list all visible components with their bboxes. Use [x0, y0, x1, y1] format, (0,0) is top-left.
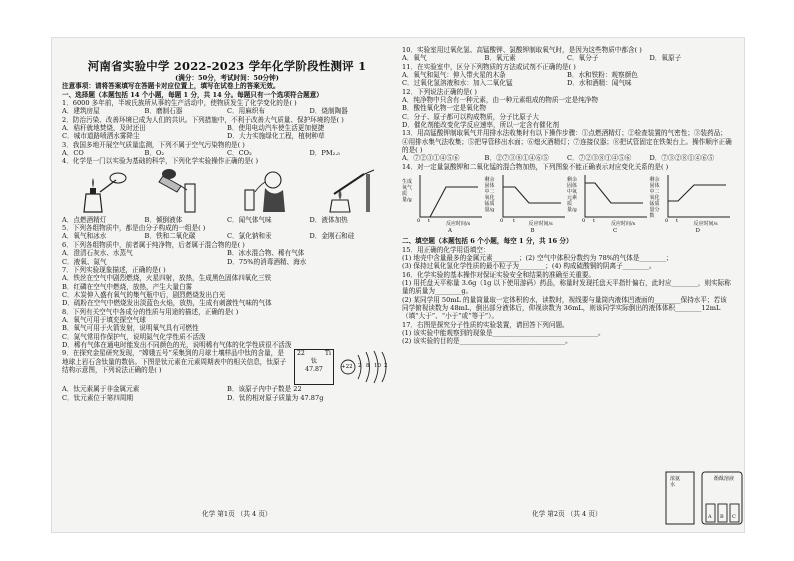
q7-option-a: A．铁丝在空气中剧烈燃烧，火星四射，放热，生成黑色固体四氧化三铁: [62, 274, 272, 283]
shell-4: 2: [384, 363, 388, 370]
q4-stem: 4．化学是一门以实验为基础的科学，下列化学实验操作正确的是( ): [62, 157, 259, 166]
q3-option-c: C．CO₂: [227, 149, 252, 158]
exam-sheet: [52, 38, 744, 532]
q2-option-d: D．大力实施绿化工程，植树种草: [227, 132, 325, 141]
svg-text:0: 0: [582, 218, 586, 224]
q13-option-d: D．⑦③②⑧①④⑥⑤: [649, 154, 715, 163]
q7-option-b: B．红磷在空气中燃烧，放热，产生大量白雾: [62, 282, 193, 291]
q3-stem: 3．我国多地开展空气质量监测，下列不属于空气污染物的是( ): [62, 140, 245, 149]
q6-option-b: B．冰水混合物、稀有气体: [227, 249, 305, 258]
titanium-element-card: [294, 349, 334, 385]
q1-option-c: C．用麻织布: [227, 107, 266, 116]
graph-a-xlabel: 反应时间/s: [446, 221, 471, 228]
q12-option-a: A．纯净物中只含有一种元素，由一种元素组成的物质一定是纯净物: [402, 96, 598, 105]
q2-stem: 2．防治污染、改善环境已成为人们的共识。下列措施中，不利于改善大气质量、保护环境的是( ): [62, 115, 344, 124]
svg-text:t: t: [675, 218, 678, 224]
beaker-a-label: A: [708, 514, 712, 520]
q11-options: [402, 71, 732, 88]
ammonia-label: 浓氨水: [670, 476, 681, 488]
shell-3: 10: [374, 363, 381, 370]
graph-a: [402, 173, 485, 235]
q4-figures: [62, 166, 392, 216]
q1-option-a: A．建筑房屋: [62, 107, 100, 116]
q16-stem: 16．化学实验的基本操作对保证实验安全和结果的准确至关重要。: [402, 270, 596, 279]
graph-a-caption: A: [448, 228, 452, 235]
q7-stem: 7．下列实验现象描述，正确的是( ): [62, 265, 166, 274]
q13-option-c: C．⑦②③⑧①④⑤⑥: [567, 154, 632, 163]
q6-option-d: D．75%的消毒酒精、海水: [227, 257, 307, 266]
q16-part-1: (1) 用托盘天平称量 3.6g（1g 以下使用游码）药品，称量时发现托盘天平指针偏右，此时应________，则实际称量的质量为________g。: [402, 278, 731, 296]
heating-liquid-figure: [310, 166, 393, 216]
graph-d-xlabel: 反应时间/s: [693, 221, 718, 228]
q9-option-c: C．钛元素位于第四周期: [62, 393, 133, 402]
graph-d-caption: D: [695, 228, 700, 235]
q3-option-a: A．CO: [62, 149, 84, 158]
q1-option-d: D．烧制陶器: [309, 107, 348, 116]
q1-option-b: B．磨制石器: [144, 107, 183, 116]
q11-option-b: B．水和铁粉：观察颜色: [567, 71, 638, 80]
q4-caption-b: B．倾倒液体: [144, 215, 183, 224]
q12-option-b: B．酸性氧化物一定是氧化物: [402, 104, 486, 113]
q15-line-2: (3) 保持过氧化氢化学性质的最小粒子为________；(4) 构成硫酸铜的阴离子________。: [402, 262, 656, 271]
q11-stem: 11．在实验室中，区分下列物质的方法或试剂不正确的是( ): [402, 62, 576, 71]
q9-option-d: D．钛的相对原子质量为 47.87g: [227, 393, 324, 402]
exam-subtitle: (满分：50分，考试时间：50分钟): [175, 74, 279, 82]
q14-stem: 14．对一定量氯酸钾和二氧化锰的混合物加热，下列图象不能正确表示对应变化关系的是( ): [402, 162, 669, 171]
q10-option-c: C．氧分子: [567, 54, 599, 63]
q8-stem: 8．下列有关空气中各成分的性质与用途的描述，正确的是( ): [62, 307, 239, 316]
beaker-b-label: B: [720, 514, 724, 520]
q1-stem: 1．6000 多年前，半坡氏族所从事的生产活动中，使物质发生了化学变化的是( ): [62, 99, 297, 108]
ti-atom-structure: [338, 349, 392, 385]
q16-part-2: (2) 某同学用 50mL 的量筒量取一定体积的水，读数时，视线要与量筒内液体凹液面的________保持水平；若该同学俯视读数为 48mL，倒出部分液体后，仰视读数为 36mL，则该同学实际倒出的液体体积________12mL（填“大于”、“小于”或“等于”）。: [402, 295, 727, 321]
q8-option-b: B．氧气可用于火箭发射，说明氧气具有可燃性: [62, 324, 199, 333]
q10-stem: 10．实验室用过氧化氢、高锰酸钾、氯酸钾制取氧气时，是因为这些物质中都含( ): [402, 46, 642, 54]
q3-option-d: D．PM₂.₅: [309, 149, 340, 158]
q9-options: [62, 385, 392, 402]
notice: 注意事项：请将答案填写在答题卡对应位置上，填写在试卷上的答案无效。: [62, 82, 280, 91]
q12-option-c: C．分子、原子都可以构成物质，分子比原子大: [402, 112, 539, 121]
graph-b-xlabel: 反应时间/s: [528, 221, 553, 228]
svg-text:t: t: [512, 218, 515, 224]
svg-text:0: 0: [417, 218, 421, 224]
q7-option-c: C．木炭伸入盛有氧气的集气瓶中后，剧烈燃烧发出白光: [62, 290, 226, 299]
q17-part-2: (2) 该实验的目的是________________________________。: [402, 337, 572, 346]
graph-c: [567, 173, 650, 235]
q11-option-a: A．氧气和氮气：伸入带火星的木条: [402, 71, 506, 80]
q6-stem: 6．下列各组物质中，前者属于纯净物，后者属于混合物的是( ): [62, 240, 245, 249]
q13-option-b: B．②⑦③⑧①④⑥⑤: [484, 154, 549, 163]
q1-options: [62, 107, 392, 115]
graph-c-ylabel: 剩余固体中氧元素质量/g: [567, 177, 578, 214]
page1-footer: 化学 第1页 （共 4 页）: [202, 510, 272, 518]
lighting-alcohol-lamp-figure: [62, 166, 145, 216]
svg-text:0: 0: [664, 218, 668, 224]
q11-option-c: C．过氧化氢溶液和水：加入二氧化锰: [402, 79, 513, 88]
q5-option-b: B．铁和二氧化碳: [144, 232, 196, 241]
left-column: [62, 46, 392, 402]
q5-option-a: A．氧气和冰水: [62, 232, 107, 241]
q13-stem: 13．用高锰酸钾制取氧气并用排水法收集时有以下操作步骤：①点燃酒精灯；②检查装置的气密性；③装药品；④用排水集气法收集；⑤把导管移出水面；⑥熄灭酒精灯；⑦连接仪器；⑧把试管固定在铁架台上。操作顺序正确的是( ): [402, 129, 732, 155]
graph-b-caption: B: [530, 228, 535, 235]
q4-caption-d: D．液体加热: [309, 215, 348, 224]
q8-option-c: C．氮气常用作保护气，说明氮气化学性质不活泼: [62, 332, 206, 341]
q5-stem: 5．下列各组物质中，都是由分子构成的一组是( ): [62, 224, 206, 233]
svg-text:0: 0: [499, 218, 503, 224]
q9-stem: 9．在探究金星研究发现，“嫦娥五号”采集到的月球土壤样品中钛的含量，是地球上岩石含钛量的数倍。下图是钛元素在元素周期表中的相关信息，钛原子结构示意图，下列说法正确的是( ): [62, 349, 287, 374]
smelling-gas-figure: [227, 166, 310, 216]
q12-option-d: D．催化剂能改变化学反应速率，所以一定含有催化剂: [402, 121, 559, 130]
q10-options: [402, 54, 732, 62]
q9-option-a: A．钛元素属于非金属元素: [62, 385, 140, 394]
q8-option-d: D．稀有气体在通电时能发出不同颜色的光，说明稀有气体的化学性质很不活泼: [62, 340, 292, 349]
svg-text:t: t: [593, 218, 596, 224]
q5-option-c: C．氯化钠和汞: [227, 232, 272, 241]
exam-title: 河南省实验中学 2022-2023 学年化学阶段性测评 1: [87, 59, 367, 73]
q13-options: [402, 154, 732, 162]
q6-option-c: C．液氧、氮气: [62, 257, 107, 266]
graph-a-ylabel: 生成氧气质量/g: [402, 179, 413, 204]
shell-1: 2: [358, 363, 362, 370]
q2-option-b: B．使用电动汽车使生活更加便捷: [227, 124, 325, 133]
graph-b: [485, 173, 568, 235]
ti-mass: 47.87: [305, 366, 323, 374]
q14-graphs: [402, 173, 732, 235]
section1-heading: 一、选择题（本题包括 14 个小题，每题 1 分，共 14 分。每题只有一个选项符合题意）: [62, 90, 323, 99]
q2-options: [62, 124, 392, 141]
q17-part-1: (1) 该实验中能观察到的现象是________________________________。: [402, 328, 605, 337]
svg-text:t: t: [428, 218, 431, 224]
q2-option-c: C．城市道路喷洒水雾降尘: [62, 132, 140, 141]
right-column: [402, 46, 732, 346]
q13-option-a: A．⑦②③①④⑤⑥: [402, 154, 460, 163]
pouring-liquid-figure: [145, 166, 228, 216]
graph-b-ylabel: 剩余固体中二氧化锰质量/g: [484, 177, 495, 214]
q9-block: [62, 349, 392, 385]
q4-captions: [62, 216, 392, 224]
beaker-c-label: C: [732, 514, 736, 520]
q2-option-a: A．秸秆就地焚烧，及时还田: [62, 124, 146, 133]
graph-d: [650, 173, 733, 235]
graph-c-caption: C: [613, 228, 618, 235]
ti-atomic-number: 22: [297, 350, 305, 358]
q10-option-d: D．氧原子: [649, 54, 682, 63]
q6-options: [62, 249, 392, 266]
shell-2: 8: [366, 363, 370, 370]
q17-stem: 17．右图是探究分子性质的实验装置，请回答下列问题。: [402, 320, 569, 329]
q15-line-1: (1) 地壳中含量最多的金属元素________；(2) 空气中体积分数约为 78%的气体是________；: [402, 253, 673, 262]
nucleus-charge: +22: [341, 364, 353, 371]
q11-option-d: D．水和酒精：闻气味: [567, 79, 632, 88]
q5-options: [62, 232, 392, 240]
q8-option-a: A．氧气可用于填充探空气球: [62, 315, 146, 324]
q3-options: [62, 149, 392, 157]
q7-option-d: D．硫粉在空气中燃烧发出淡蓝色火焰，放热，生成有刺激性气味的气体: [62, 299, 272, 308]
phenolphthalein-label: 酚酞溶液: [714, 476, 735, 482]
q4-caption-a: A．点燃酒精灯: [62, 215, 107, 224]
q9-option-b: B．该原子内中子数是 22: [227, 385, 302, 394]
page2-footer: 化学 第2页 （共 4 页）: [532, 510, 602, 518]
section2-heading: 二、填空题（本题包括 6 个小题，每空 1 分，共 16 分）: [402, 237, 573, 246]
q15-stem: 15．用正确的化学用语填空：: [402, 245, 490, 254]
q10-option-b: B．氧元素: [484, 54, 516, 63]
ti-name: 钛: [310, 358, 318, 366]
graph-c-xlabel: 反应时间/s: [611, 221, 636, 228]
q12-stem: 12．下列说法正确的是( ): [402, 87, 477, 96]
q5-option-d: D．金刚石和硅: [309, 232, 355, 241]
q4-caption-c: C．闻气体气味: [227, 215, 272, 224]
molecule-diffusion-apparatus: [662, 470, 748, 526]
ti-symbol: Ti: [324, 350, 331, 358]
graph-d-ylabel: 剩余固体中二氧化锰质量分数: [649, 177, 660, 220]
q6-option-a: A．澄清石灰水、水蒸气: [62, 249, 133, 258]
q3-option-b: B．O₂: [144, 149, 164, 158]
q10-option-a: A．氧气: [402, 54, 427, 63]
